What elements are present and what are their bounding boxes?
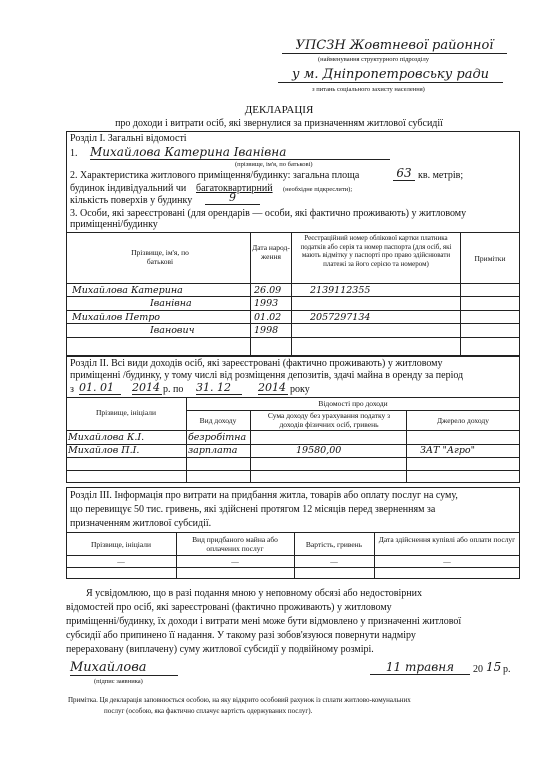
year-prefix: 20 [473, 664, 483, 675]
applicant-name: Михайлова Катерина Іванівна [90, 145, 390, 160]
year-suffix: р. [503, 664, 511, 675]
s2-col-type: Вид доходу [199, 416, 237, 425]
s1-row3-name: Михайлов Петро [72, 312, 161, 323]
statement-line-1: Я усвідомлюю, що в разі подання мною у неповному обсязі або недостовірних [86, 588, 423, 599]
document-subtitle: про доходи і витрати осіб, які звернулися за призначенням житлової субсидії [115, 118, 443, 129]
s3-dash-2: — [231, 557, 239, 566]
s1-col-name: Прізвище, ім'я, по батькові [131, 248, 189, 266]
s2-col-name: Прізвище, ініціали [95, 408, 157, 417]
s3-dash-3: — [330, 557, 338, 566]
item2-label: 2. Характеристика житлового приміщення/будинку: загальна площа [70, 170, 360, 181]
statement-line-5: перераховану (виплачену) суму житлової субсидії у подвійному розмірі. [66, 644, 374, 655]
item1-number: 1. [70, 148, 78, 159]
s1-row2-name: Іванівна [150, 298, 192, 309]
period-rik: року [290, 384, 310, 395]
period-z: з [70, 384, 74, 395]
agency-caption: (найменування структурного підрозділу [318, 56, 429, 63]
section2-heading-a: Розділ ІІ. Всі види доходів осіб, які зареєстровані (фактично проживають) у житловому [70, 358, 443, 369]
note-line-1: Примітка. Ця декларація заповнюється особою, на яку відкрито особовий рахунок із сплати житлово-комунальних [68, 696, 411, 704]
s2-row2-name: Михайлов П.І. [68, 445, 140, 456]
city-name: у м. Дніпропетровську ради [278, 67, 503, 83]
signature-caption: (підпис заявника) [94, 678, 143, 685]
s1-row2-date: 1993 [254, 298, 279, 309]
signing-date: 11 травня [370, 660, 470, 675]
s1-row1-reg: 2139112355 [310, 285, 371, 296]
s2-col-source: Джерело доходу [437, 416, 489, 425]
house-type-a: будинок індивідуальний чи [70, 183, 187, 194]
s1-col-reg: Реєстраційний номер облікової картки платника податків або серія та номер паспорта (для осіб, які мають відмітку у паспорті про право здійснювати платежі за його серією та номером) [300, 234, 452, 268]
s3-col-cost: Вартість, гривень [305, 540, 363, 549]
applicant-name-caption: (прізвище, ім'я, по батькові) [235, 161, 313, 168]
item3-label: 3. Особи, які зареєстровані (для орендарів — особи, які фактично проживають) у житловому [70, 208, 467, 219]
s1-row3-date: 01.02 [254, 312, 282, 323]
floors-value: 9 [205, 191, 260, 205]
s1-row3-reg: 2057297134 [310, 312, 371, 323]
s3-dash-1: — [117, 557, 125, 566]
house-type-note: (необхідне підкреслити); [283, 186, 353, 193]
s2-col-sum: Сума доходу без урахування податку з доходів фізичних осіб, гривень [267, 411, 391, 429]
s1-row4-date: 1998 [254, 325, 279, 336]
s1-row4-name: Іванович [150, 325, 195, 336]
city-caption: з питань соціального захисту населення) [312, 86, 425, 93]
s3-dash-4: — [443, 557, 451, 566]
agency-name: УПСЗН Жовтневої районної [282, 38, 507, 54]
area-value: 63 [393, 166, 415, 181]
period-from: 01. 01 [79, 381, 121, 395]
s2-col-group: Відомості про доходи [318, 399, 388, 408]
s3-col-type: Вид придбаного майна або оплачених послуг [192, 535, 278, 553]
s2-row2-type: зарплата [188, 445, 238, 456]
s1-col-date: Дата народ-ження [252, 243, 290, 261]
statement-line-3: приміщенні/будинку, їх доходи і витрати мені може бути відмовлено у призначенні житлової [66, 616, 462, 627]
period-po: р. по [163, 384, 184, 395]
period-year-a: 2014 [132, 381, 160, 394]
s2-row2-source: ЗАТ "Агро" [420, 445, 476, 456]
period-to: 31. 12 [196, 381, 242, 395]
signing-year: 15 [486, 660, 502, 674]
s3-col-name: Прізвище, ініціали [90, 540, 152, 549]
statement-line-2: відомостей про осіб, які зареєстровані (фактично проживають) у житловому [66, 602, 392, 613]
document-title: ДЕКЛАРАЦІЯ [244, 104, 314, 116]
period-year-b: 2014 [258, 381, 286, 394]
s1-row1-date: 26.09 [254, 285, 282, 296]
item3-label-b: приміщенні/будинку [70, 219, 158, 230]
area-unit: кв. метрів; [418, 170, 464, 181]
section1-heading: Розділ І. Загальні відомості [70, 133, 187, 144]
s3-col-date: Дата здійснення купівлі або оплати послуг [378, 535, 516, 544]
floors-label: кількість поверхів у будинку [70, 195, 193, 206]
statement-line-4: субсидії або припинено її надання. У такому разі зобов'язуюся повернути надміру [66, 630, 416, 641]
section3-heading-b: що перевищує 50 тис. гривень, які здійснені протягом 12 місяців перед зверненням за [70, 504, 436, 515]
note-line-2: послуг (особою, яка фактично сплачує вартість одержуваних послуг). [104, 707, 313, 715]
s2-row1-name: Михайлова К.І. [68, 432, 145, 443]
section3-heading-a: Розділ ІІІ. Інформація про витрати на придбання житла, товарів або оплату послуг на суму, [70, 490, 458, 501]
s1-col-notes: Примітки [474, 254, 506, 263]
s1-row1-name: Михайлова Катерина [72, 285, 183, 296]
applicant-signature: Михайлова [70, 660, 178, 676]
section3-heading-c: призначенням житлової субсидії. [70, 518, 212, 529]
house-type-b: багатоквартирний [196, 183, 273, 194]
s2-row1-type: безробітна [188, 432, 247, 443]
section2-heading-b: приміщенні /будинку, у тому числі від розміщення депозитів, здачі майна в оренду за період [70, 370, 464, 381]
s2-row2-sum: 19580,00 [296, 445, 342, 456]
